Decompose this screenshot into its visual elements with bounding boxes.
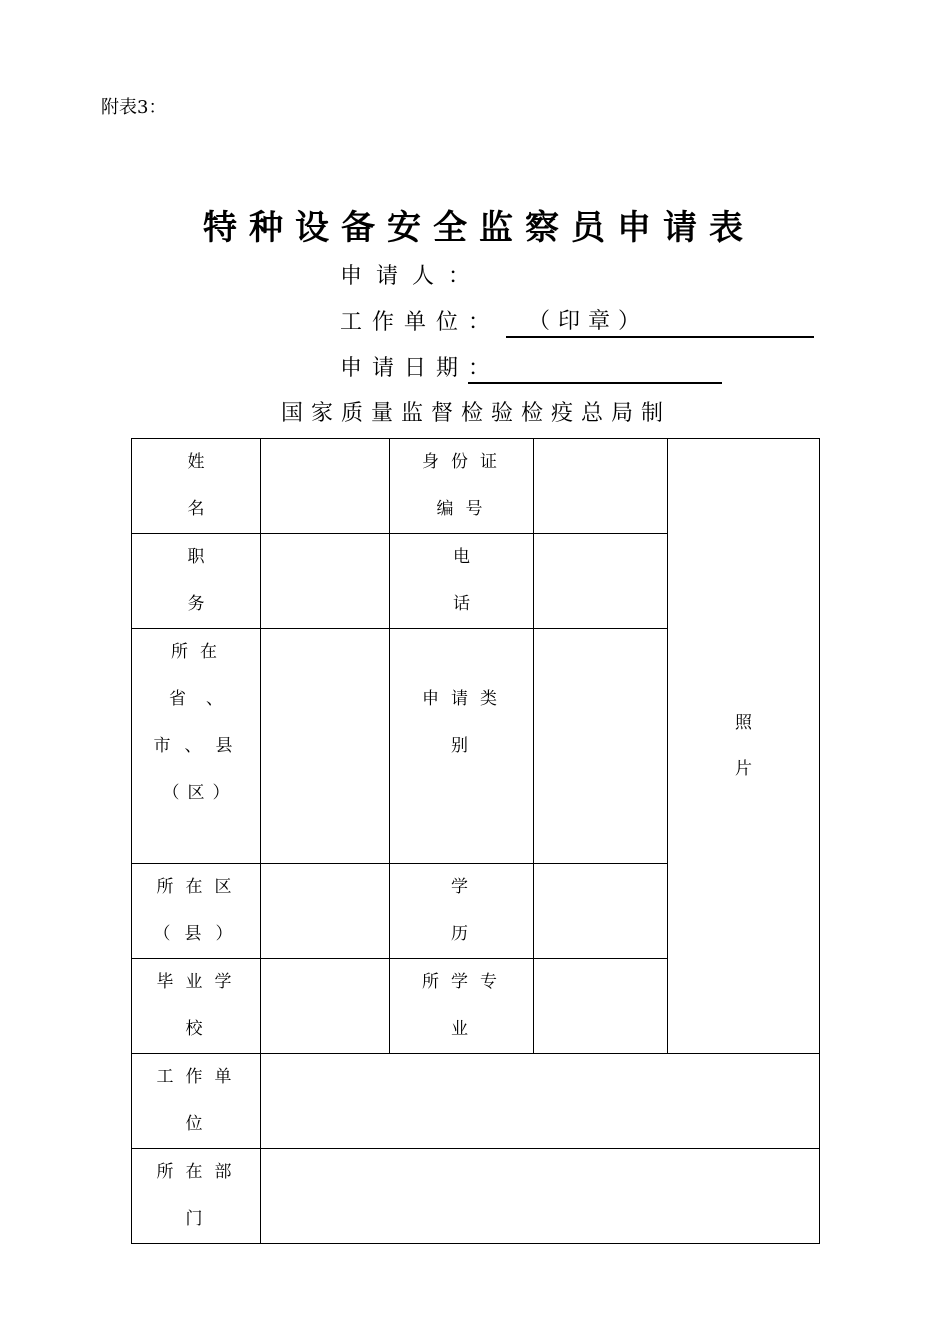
phone-label: 电话 bbox=[453, 547, 510, 614]
district-label-line2: （县） bbox=[153, 924, 247, 944]
district-label-line1: 所在区 bbox=[156, 877, 244, 897]
name-value-cell[interactable] bbox=[261, 439, 390, 534]
applicant-field bbox=[340, 262, 484, 292]
district-value-cell[interactable] bbox=[261, 864, 390, 959]
apply-date-blank[interactable] bbox=[468, 354, 722, 384]
department-label-cell bbox=[132, 1149, 261, 1244]
phone-label-cell bbox=[390, 534, 534, 629]
table-row bbox=[132, 1149, 820, 1244]
major-label-line1: 所学专 bbox=[422, 972, 509, 992]
position-value-cell[interactable] bbox=[261, 534, 390, 629]
work-unit-row-label-line1: 工作单 bbox=[156, 1067, 244, 1087]
table-row bbox=[132, 1054, 820, 1149]
table-row bbox=[132, 439, 820, 534]
province-label-line3: 市、县 bbox=[153, 736, 247, 756]
work-unit-label: 工作单位： bbox=[340, 310, 501, 335]
department-value-cell[interactable] bbox=[261, 1149, 820, 1244]
work-unit-value-cell[interactable] bbox=[261, 1054, 820, 1149]
name-label-cell bbox=[132, 439, 261, 534]
work-unit-label-cell bbox=[132, 1054, 261, 1149]
id-label-line2: 编号 bbox=[436, 499, 495, 519]
attachment-label: 附表3： bbox=[101, 97, 167, 118]
seal-text: （印章） bbox=[528, 309, 649, 334]
category-label-line1: 申请类 bbox=[422, 689, 509, 709]
category-label-line2: 别 bbox=[451, 736, 480, 756]
department-label-line1: 所在部 bbox=[156, 1162, 244, 1182]
phone-value-cell[interactable] bbox=[534, 534, 668, 629]
province-label-cell bbox=[132, 629, 261, 864]
apply-date-label: 申请日期： bbox=[340, 356, 501, 381]
id-label-line1: 身份证 bbox=[422, 452, 509, 472]
position-label-cell bbox=[132, 534, 261, 629]
major-label-line2: 业 bbox=[451, 1019, 480, 1039]
education-label-cell bbox=[390, 864, 534, 959]
category-value-cell[interactable] bbox=[534, 629, 668, 864]
province-value-cell[interactable] bbox=[261, 629, 390, 864]
position-label: 职务 bbox=[187, 547, 245, 614]
department-label-line2: 门 bbox=[185, 1209, 215, 1229]
education-value-cell[interactable] bbox=[534, 864, 668, 959]
work-unit-field bbox=[340, 308, 500, 338]
category-label-cell bbox=[390, 629, 534, 864]
applicant-label: 申请人： bbox=[340, 264, 485, 289]
province-label-line2: 省、 bbox=[169, 689, 243, 709]
application-table bbox=[131, 438, 820, 1244]
photo-label: 照片 bbox=[735, 712, 752, 779]
education-label-line2: 历 bbox=[451, 924, 480, 944]
page-title: 特种设备安全监察员申请表 bbox=[203, 208, 755, 248]
school-label-line2: 校 bbox=[185, 1019, 215, 1039]
education-label-line1: 学 bbox=[451, 877, 480, 897]
major-label-cell bbox=[390, 959, 534, 1054]
issuer-text: 国家质量监督检验检疫总局制 bbox=[280, 401, 671, 426]
work-unit-blank[interactable] bbox=[506, 308, 814, 338]
photo-cell[interactable] bbox=[668, 439, 820, 1054]
work-unit-row-label-line2: 位 bbox=[185, 1114, 215, 1134]
id-label-cell bbox=[390, 439, 534, 534]
district-label-cell bbox=[132, 864, 261, 959]
school-value-cell[interactable] bbox=[261, 959, 390, 1054]
name-label: 姓名 bbox=[187, 452, 245, 519]
major-value-cell[interactable] bbox=[534, 959, 668, 1054]
id-value-cell[interactable] bbox=[534, 439, 668, 534]
school-label-cell bbox=[132, 959, 261, 1054]
province-label-line4: （区） bbox=[162, 783, 238, 803]
school-label-line1: 毕业学 bbox=[156, 972, 244, 992]
province-label-line1: 所在 bbox=[171, 642, 229, 662]
